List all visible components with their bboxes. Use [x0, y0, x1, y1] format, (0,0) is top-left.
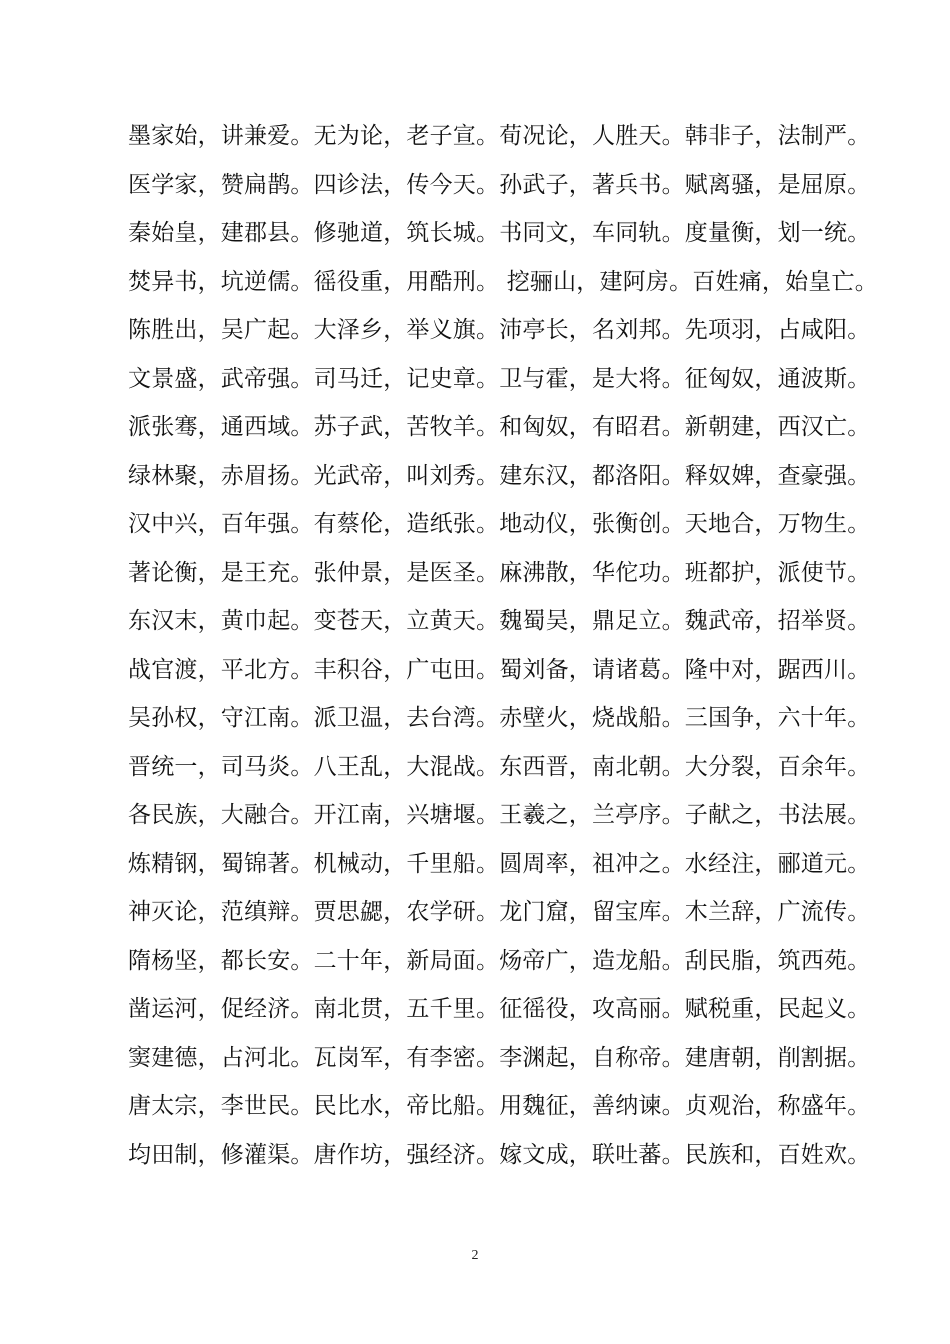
verse-line: 秦始皇，建郡县。修驰道，筑长城。书同文，车同轨。度量衡，划一统。 — [128, 220, 871, 246]
verse-line: 隋杨坚，都长安。二十年，新局面。炀帝广，造龙船。刮民脂，筑西苑。 — [128, 947, 871, 974]
verse-line: 均田制，修灌渠。唐作坊，强经济。嫁文成，联吐蕃。民族和，百姓欢。 — [128, 1141, 871, 1168]
verse-line: 陈胜出，吴广起。大泽乡，举义旗。沛亭长，名刘邦。先项羽，占咸阳。 — [128, 317, 871, 343]
verse-line: 文景盛，武帝强。司马迁，记史章。卫与霍，是大将。征匈奴，通波斯。 — [128, 365, 871, 392]
verse-line: 窦建德，占河北。瓦岗军，有李密。李渊起，自称帝。建唐朝，削割据。 — [128, 1044, 871, 1071]
verse-line: 派张骞，通西域。苏子武，苦牧羊。和匈奴，有昭君。新朝建，西汉亡。 — [128, 414, 871, 440]
verse-line: 汉中兴，百年强。有蔡伦，造纸张。地动仪，张衡创。天地合，万物生。 — [128, 511, 871, 537]
verse-text-block — [128, 112, 878, 1179]
verse-line: 凿运河，促经济。南北贯，五千里。征徭役，攻高丽。赋税重，民起义。 — [128, 996, 871, 1022]
verse-line: 神灭论，范缜辩。贾思勰，农学研。龙门窟，留宝库。木兰辞，广流传。 — [128, 899, 871, 925]
verse-line: 晋统一，司马炎。八王乱，大混战。东西晋，南北朝。大分裂，百余年。 — [128, 753, 871, 780]
verse-line: 绿林聚，赤眉扬。光武帝，叫刘秀。建东汉，都洛阳。释奴婢，查豪强。 — [128, 462, 871, 489]
verse-line: 焚异书，坑逆儒。徭役重，用酷刑。 挖骊山，建阿房。百姓痛，始皇亡。 — [128, 268, 878, 295]
verse-line: 著论衡，是王充。张仲景，是医圣。麻沸散，华佗功。班都护，派使节。 — [128, 559, 871, 586]
verse-line: 东汉末，黄巾起。变苍天，立黄天。魏蜀吴，鼎足立。魏武帝，招举贤。 — [128, 608, 871, 634]
verse-line: 墨家始，讲兼爱。无为论，老子宣。荀况论，人胜天。韩非子，法制严。 — [128, 123, 871, 149]
page-number: 2 — [471, 1248, 479, 1263]
verse-line: 医学家，赞扁鹊。四诊法，传今天。孙武子，著兵书。赋离骚，是屈原。 — [128, 171, 871, 198]
verse-line: 各民族，大融合。开江南，兴塘堰。王羲之，兰亭序。子献之，书法展。 — [128, 802, 871, 828]
verse-line: 炼精钢，蜀锦著。机械动，千里船。圆周率，祖冲之。水经注，郦道元。 — [128, 850, 871, 877]
verse-line: 吴孙权，守江南。派卫温，去台湾。赤壁火，烧战船。三国争，六十年。 — [128, 705, 871, 731]
verse-line: 唐太宗，李世民。民比水，帝比船。用魏征，善纳谏。贞观治，称盛年。 — [128, 1093, 871, 1119]
verse-line: 战官渡，平北方。丰积谷，广屯田。蜀刘备，请诸葛。隆中对，踞西川。 — [128, 656, 871, 683]
